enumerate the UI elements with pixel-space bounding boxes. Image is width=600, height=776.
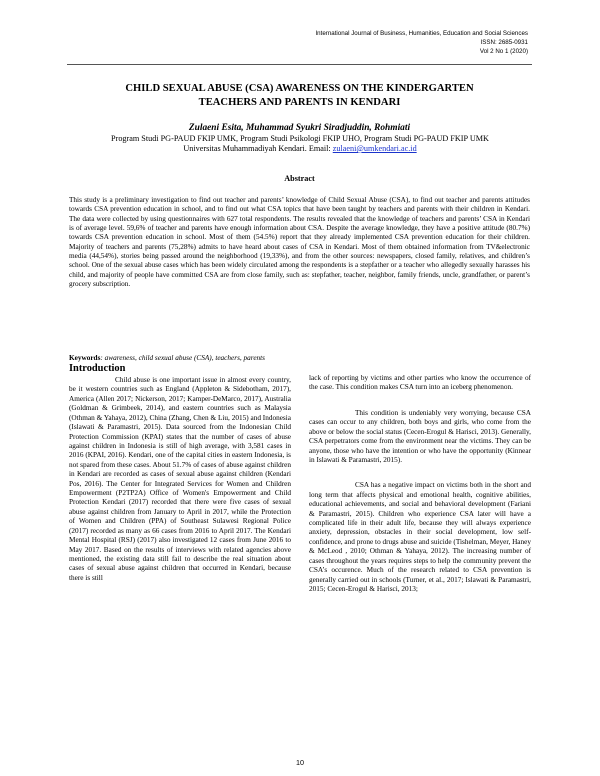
abstract-heading: Abstract — [284, 174, 315, 183]
journal-name: International Journal of Business, Humanities, Education and Social Sciences — [315, 30, 528, 37]
page-number: 10 — [296, 758, 304, 767]
introduction-heading: Introduction — [69, 363, 126, 374]
affiliation-institution: Universitas Muhammadiyah Kendari. Email: — [183, 144, 331, 153]
header-divider — [67, 64, 532, 65]
affiliation-line-2 — [60, 144, 540, 154]
abstract-text: This study is a preliminary investigation to find out teacher and parents’ knowledge of Child Sexual Abuse (CSA), to find out teacher and parents attitudes towards CSA prevention education in school, and to find out what CSA topics that have been taught by teachers and parents with their children in Kendari. The data were collected by using questionnaires with 627 total respondents. The results revealed that the knowledge of teachers and parents’ CSA in Kendari is of average level. 59,6% of teacher and parents have enough information about CSA. Despite the average knowledge, they have a positive attitude (80.7%) towards CSA prevention education in school. Most of them (54.5%) report that they already implemented CSA prevention education for their children. Majority of teachers and parents (75,28%) admits to have heard about cases of CSA in Kendari. Most of them obtained information from TV&electronic media (44,54%), stories being passed around the neighborhood (19,33%), and from the other sources: newspapers, closed family, relatives, and children’s school. One of the sexual abuse cases which has been widely circulated among the respondents is a stepfather or a teacher who allegedly sexually harasses his child, and majority of people have committed CSA are from close family, such as: stepfather, teacher, neighbor, family friends, uncle, grandfather, or parent’s grocery subscription. — [69, 196, 530, 289]
journal-header — [198, 29, 528, 56]
paper-affiliations — [60, 134, 540, 154]
paper-title — [67, 82, 532, 109]
left-column — [69, 376, 291, 583]
intro-paragraph-3: CSA has a negative impact on victims both in the short and long term that affects physical and emotional health, cognitive abilities, educational achievements, and social and behavioral development (Fariani & Paramastri, 2015). Children who experience CSA later will have a complicated life in their adult life, because they will always experience anxiety, depression, obstacles in their social development, low self-confidence, and prone to drugs abuse and suicide (Tishelman, Meyer, Haney & McLeod , 2010; Othman & Yahaya, 2012). The increasing number of cases throughout the years requires steps to help the community prevent the CSA’s occurence. Much of the research related to CSA prevention is generally carried out in schools (Turner, et al., 2017; Islawati & Paramastri, 2015; Cecen-Erogul & Harisci, 2013; — [309, 481, 531, 594]
title-line-2: TEACHERS AND PARENTS IN KENDARI — [198, 96, 401, 108]
right-column — [309, 374, 531, 594]
paper-authors: Zulaeni Esita, Muhammad Syukri Siradjuddin, Rohmiati — [188, 123, 411, 133]
intro-paragraph-1: Child abuse is one important issue in almost every country, be it western countries such as England (Appleton & Sidebotham, 2017), America (Allen 2017; Nickerson, 2017; Kamper-DeMarco, 2017), Australia (Goldman & Grimbeek, 2014), and eastern countries such as Malaysia (Othman & Yahaya, 2012), China (Zhang, Chen & Liu, 2015) and Indonesia (Islawati & Paramastri, 2015). Data sourced from the Indonesian Child Protection Commission (KPAI) states that the number of cases of abuse against children in Indonesia is still of high average, with 3,581 cases in 2016 (KPAI, 2016). Kendari, one of the capital cities in eastern Indonesia, is not spared from these cases. About 51.7% of cases of abuse against children in Kendari are recorded as cases of sexual abuse against children (Kendari Pos, 2016). The Center for Integrated Services for Women and Children Empowerment (P2TP2A) Office of Women's Empowerment and Child Protection Kendari (2017) recorded that there were five cases of sexual abuse against children from January to April in 2017, while the Protection of Women and Children (PPA) of Southeast Sulawesi Regional Police (2017) recorded as many as 66 cases from 2016 to April 2017. The Kendari Mental Hospital (RSJ) (2017) also investigated 12 cases from June 2016 to May 2017. Based on the results of interviews with related agencies above mentioned, the existing data still fail to describe the real situation about cases of sexual abuse against children that occurred in Kendari, because there is still — [69, 376, 291, 582]
affiliation-line-1: Program Studi PG-PAUD FKIP UMK, Program Studi Psikologi FKIP UHO, Program Studi PG-PAUD FKIP UMK — [111, 134, 489, 143]
journal-issn: ISSN: 2685-0931 — [480, 39, 528, 46]
intro-paragraph-continued: lack of reporting by victims and other parties who know the occurrence of the case. This condition makes CSA turn into an iceberg phenomenon. — [309, 374, 531, 392]
keywords-value: : awareness, child sexual abuse (CSA), teachers, parents — [100, 354, 265, 362]
intro-paragraph-2: This condition is undeniably very worrying, because CSA cases can occur to any children, both boys and girls, who come from the above or below the social status (Cecen-Erogul & Harisci, 2013). Generally, CSA perpetrators come from the environment near the victims. They can be anyone, those who have the intention or who have the opportunity (Kinnear in Islawati & Paramastri, 2015). — [309, 408, 531, 464]
journal-volume: Vol 2 No 1 (2020) — [479, 48, 528, 55]
keywords — [69, 354, 530, 363]
keywords-label: Keywords — [69, 354, 101, 362]
email-link[interactable]: zulaeni@umkendari.ac.id — [332, 144, 417, 153]
title-line-1: CHILD SEXUAL ABUSE (CSA) AWARENESS ON THE KINDERGARTEN — [125, 83, 474, 94]
